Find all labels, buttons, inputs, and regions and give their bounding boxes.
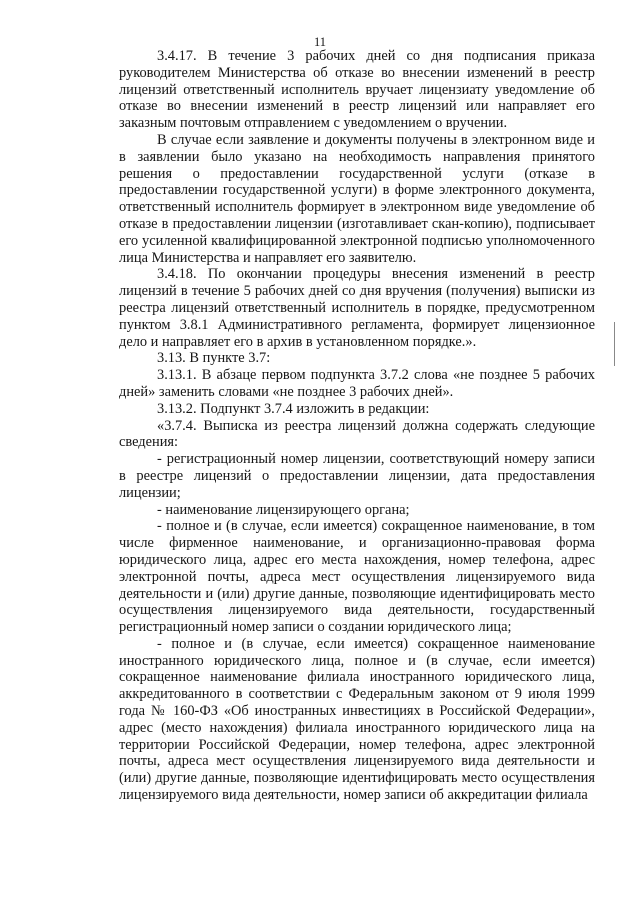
scan-edge-mark <box>614 322 615 366</box>
paragraph-3-13-2: 3.13.2. Подпункт 3.7.4 изложить в редакции: <box>157 400 430 417</box>
page-number: 11 <box>313 35 327 49</box>
list-item-legal-entity-name: - полное и (в случае, если имеется) сокращенное наименование, в том числе фирменное наименование, и организационно-правовая форма юридического лица, адрес его места нахождения, номер телефона, адрес электронной почты, адреса мест осуществления лицензируемого вида деятельности и (или) другие данные, позволяющие идентифицировать место осуществления лицензируемого вида деятельности, государственный регистрационный номер записи о создании юридического лица; <box>119 518 595 636</box>
list-item-licensing-authority: - наименование лицензирующего органа; <box>157 501 410 518</box>
paragraph-3-4-18: 3.4.18. По окончании процедуры внесения изменений в реестр лицензий в течение 5 рабочих дней со дня вручения (получения) выписки из реестра лицензий ответственный исполнитель в порядке, предусмотренном пунктом 3.8.1 Административного регламента, формирует лицензионное дело и направляет его в архив в установленном порядке.». <box>119 266 595 350</box>
paragraph-3-4-17: 3.4.17. В течение 3 рабочих дней со дня подписания приказа руководителем Министерства об отказе во внесении изменений в реестр лицензий ответственный исполнитель вручает лицензиату уведомление об отказе во внесении изменений в реестр лицензий или направляет его заказным почтовым отправлением с уведомлением о вручении. <box>119 48 595 132</box>
list-item-registration-number: - регистрационный номер лицензии, соответствующий номеру записи в реестре лицензий о предоставлении лицензии, дата предоставления лицензии; <box>119 451 595 501</box>
paragraph-electronic-notice: В случае если заявление и документы получены в электронном виде и в заявлении было указано на необходимость направления принятого решения о предоставлении государственной услуги (отказе в предоставлении государственной услуги) в форме электронного документа, ответственный исполнитель формирует в электронном виде уведомление об отказе в предоставлении лицензии (изготавливает скан-копию), подписывает его усиленной квалифицированной электронной подписью уполномоченного лица Министерства и направляет его заявителю. <box>119 131 595 266</box>
document-body <box>119 48 595 804</box>
list-item-foreign-entity-name: - полное и (в случае, если имеется) сокращенное наименование иностранного юридического лица, полное и (в случае, если имеется) сокращенное наименование филиала иностранного юридического лица, аккредитованного в соответствии с Федеральным законом от 9 июля 1999 года № 160-ФЗ «Об иностранных инвестициях в Российской Федерации», адрес (место нахождения) филиала иностранного юридического лица на территории Российской Федерации, номер телефона, адрес электронной почты, адреса мест осуществления лицензируемого вида деятельности и (или) другие данные, позволяющие идентифицировать место осуществления лицензируемого вида деятельности, номер записи об аккредитации филиала <box>119 635 595 804</box>
paragraph-3-13: 3.13. В пункте 3.7: <box>157 350 271 367</box>
paragraph-3-13-1: 3.13.1. В абзаце первом подпункта 3.7.2 слова «не позднее 5 рабочих дней» заменить словами «не позднее 3 рабочих дней». <box>119 367 595 400</box>
paragraph-3-7-4: «3.7.4. Выписка из реестра лицензий должна содержать следующие сведения: <box>119 417 595 451</box>
